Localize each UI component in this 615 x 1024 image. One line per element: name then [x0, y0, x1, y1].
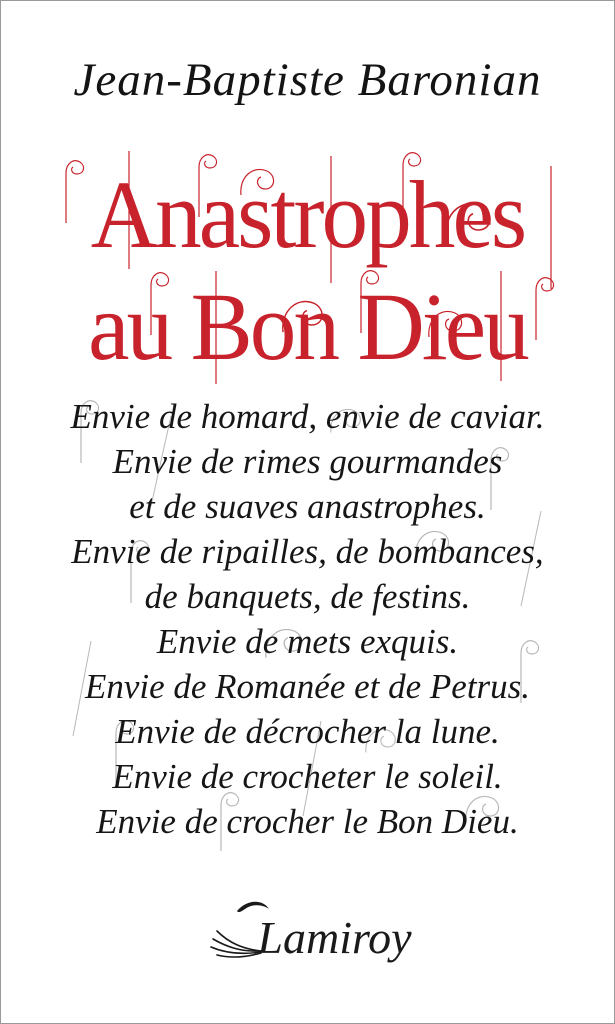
poem-line: Envie de décrocher la lune. — [115, 712, 500, 751]
poem-line: Envie de mets exquis. — [156, 622, 459, 661]
book-title-line-2: au Bon Dieu — [88, 273, 527, 380]
poem-line: et de suaves anastrophes. — [129, 487, 486, 526]
poem-line: Envie de homard, envie de caviar. — [70, 397, 545, 436]
poem-line: Envie de crocheter le soleil. — [112, 757, 503, 796]
poem-line: Envie de rimes gourmandes — [112, 442, 503, 481]
book-title-line-1: Anastrophes — [90, 161, 525, 268]
book-title — [1, 159, 614, 383]
poem-line: Envie de Romanée et de Petrus. — [84, 667, 531, 706]
back-cover-poem — [1, 394, 614, 844]
author-name: Jean-Baptiste Baronian — [73, 54, 542, 106]
publisher-name: Lamiroy — [257, 912, 412, 963]
publisher-logo — [1, 891, 614, 971]
poem-line: Envie de crocher le Bon Dieu. — [96, 802, 519, 841]
poem-line: Envie de ripailles, de bombances, — [71, 532, 544, 571]
poem-line: de banquets, de festins. — [144, 577, 471, 616]
